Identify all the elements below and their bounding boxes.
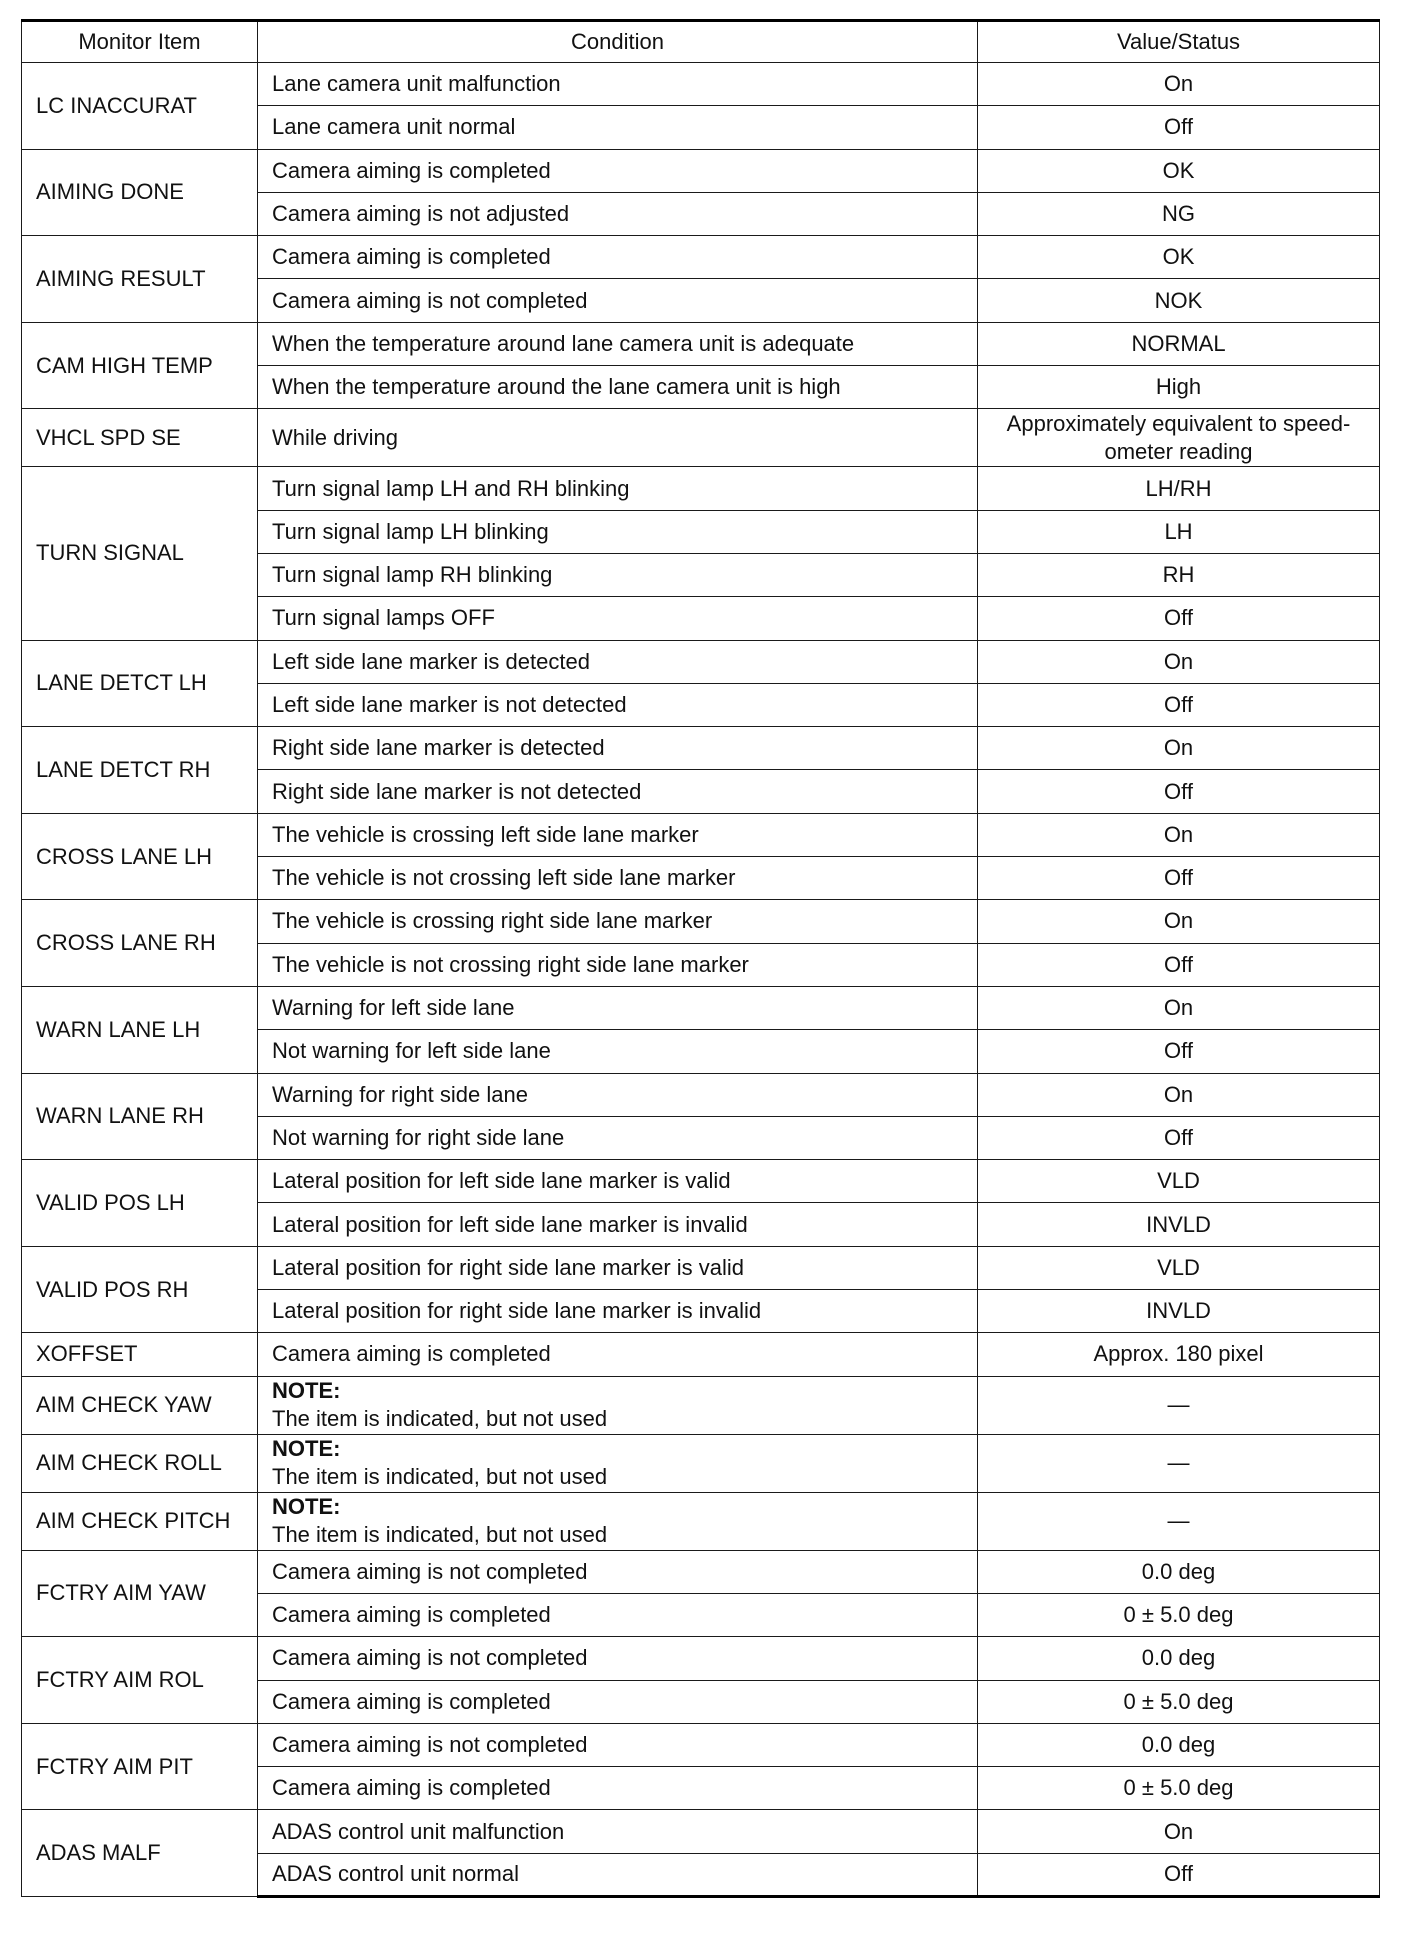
monitor-item-cell: LANE DETCT LH [22, 640, 258, 727]
condition-cell: Warning for right side lane [258, 1073, 978, 1116]
value-status-cell: LH/RH [978, 467, 1380, 510]
table-row [22, 149, 1380, 192]
value-status-cell: LH [978, 510, 1380, 553]
table-body [22, 63, 1380, 1897]
value-status-cell: RH [978, 553, 1380, 596]
header-monitor-item: Monitor Item [22, 21, 258, 63]
monitor-item-cell: WARN LANE RH [22, 1073, 258, 1160]
condition-cell: Camera aiming is completed [258, 149, 978, 192]
value-status-cell: 0.0 deg [978, 1723, 1380, 1766]
condition-cell: Turn signal lamp LH and RH blinking [258, 467, 978, 510]
value-status-cell: Off [978, 1853, 1380, 1896]
table-header [22, 21, 1380, 63]
value-status-cell: 0 ± 5.0 deg [978, 1767, 1380, 1810]
header-value-status: Value/Status [978, 21, 1380, 63]
condition-cell: The vehicle is crossing right side lane marker [258, 900, 978, 943]
condition-cell: The vehicle is not crossing right side lane marker [258, 943, 978, 986]
condition-cell: Camera aiming is completed [258, 1593, 978, 1636]
table-row [22, 1434, 1380, 1492]
condition-cell: Camera aiming is not completed [258, 1550, 978, 1593]
note-text: The item is indicated, but not used [272, 1464, 608, 1490]
note-label: NOTE: [272, 1378, 341, 1404]
condition-cell: Lane camera unit malfunction [258, 63, 978, 106]
value-status-cell: On [978, 1810, 1380, 1853]
value-status-cell: 0.0 deg [978, 1637, 1380, 1680]
condition-cell: Lane camera unit normal [258, 106, 978, 149]
value-status-cell: High [978, 366, 1380, 409]
monitor-item-cell: VALID POS LH [22, 1160, 258, 1247]
condition-cell: ADAS control unit malfunction [258, 1810, 978, 1853]
note-text: The item is indicated, but not used [272, 1406, 608, 1432]
monitor-item-cell: WARN LANE LH [22, 986, 258, 1073]
table-row [22, 986, 1380, 1029]
value-status-cell: OK [978, 149, 1380, 192]
value-status-cell: NORMAL [978, 322, 1380, 365]
value-status-cell: INVLD [978, 1290, 1380, 1333]
value-status-cell: On [978, 900, 1380, 943]
condition-cell: Lateral position for right side lane marker is valid [258, 1246, 978, 1289]
value-status-cell: — [978, 1492, 1380, 1550]
monitor-item-cell: FCTRY AIM PIT [22, 1723, 258, 1810]
header-condition: Condition [258, 21, 978, 63]
table-row [22, 1637, 1380, 1680]
condition-cell [258, 1434, 978, 1492]
condition-cell: Right side lane marker is detected [258, 727, 978, 770]
table-row [22, 63, 1380, 106]
condition-cell: Lateral position for left side lane marker is invalid [258, 1203, 978, 1246]
monitor-item-cell: VHCL SPD SE [22, 409, 258, 467]
value-status-cell: — [978, 1434, 1380, 1492]
monitor-item-cell: AIMING DONE [22, 149, 258, 236]
value-status-cell: Approximately equivalent to speed-ometer reading [978, 409, 1380, 467]
header-row [22, 21, 1380, 63]
monitor-item-cell: AIM CHECK ROLL [22, 1434, 258, 1492]
value-status-cell: OK [978, 236, 1380, 279]
monitor-item-cell: CROSS LANE LH [22, 813, 258, 900]
note-label: NOTE: [272, 1494, 341, 1520]
monitor-item-cell: AIM CHECK PITCH [22, 1492, 258, 1550]
value-status-cell: Off [978, 770, 1380, 813]
condition-cell: Camera aiming is completed [258, 236, 978, 279]
monitor-item-cell: VALID POS RH [22, 1246, 258, 1333]
value-status-cell: On [978, 63, 1380, 106]
condition-cell: Camera aiming is not completed [258, 1637, 978, 1680]
condition-cell: The vehicle is crossing left side lane marker [258, 813, 978, 856]
table-row [22, 322, 1380, 365]
value-status-cell: 0.0 deg [978, 1550, 1380, 1593]
condition-cell: While driving [258, 409, 978, 467]
value-status-cell: VLD [978, 1246, 1380, 1289]
table-row [22, 236, 1380, 279]
value-status-cell: On [978, 640, 1380, 683]
table-row [22, 409, 1380, 467]
value-status-cell: On [978, 727, 1380, 770]
table-row [22, 1810, 1380, 1853]
table-row [22, 640, 1380, 683]
monitor-item-cell: AIM CHECK YAW [22, 1376, 258, 1434]
table-row [22, 1492, 1380, 1550]
monitor-item-cell: LC INACCURAT [22, 63, 258, 150]
note-label: NOTE: [272, 1436, 341, 1462]
value-status-cell: Off [978, 943, 1380, 986]
value-status-cell: Off [978, 1116, 1380, 1159]
condition-cell: Not warning for right side lane [258, 1116, 978, 1159]
value-status-cell: 0 ± 5.0 deg [978, 1680, 1380, 1723]
condition-cell: Left side lane marker is detected [258, 640, 978, 683]
monitor-item-cell: CROSS LANE RH [22, 900, 258, 987]
monitor-table [21, 19, 1380, 1898]
value-status-cell: Off [978, 106, 1380, 149]
monitor-item-cell: AIMING RESULT [22, 236, 258, 323]
value-status-cell: Off [978, 1030, 1380, 1073]
table-row [22, 1333, 1380, 1376]
condition-cell: Camera aiming is completed [258, 1680, 978, 1723]
value-status-cell: Off [978, 597, 1380, 640]
table-row [22, 813, 1380, 856]
monitor-item-cell: FCTRY AIM ROL [22, 1637, 258, 1724]
value-status-cell: VLD [978, 1160, 1380, 1203]
value-status-cell: — [978, 1376, 1380, 1434]
condition-cell: Lateral position for left side lane marker is valid [258, 1160, 978, 1203]
condition-cell: Not warning for left side lane [258, 1030, 978, 1073]
monitor-item-cell: XOFFSET [22, 1333, 258, 1376]
condition-cell [258, 1492, 978, 1550]
value-status-cell: On [978, 986, 1380, 1029]
table-row [22, 1723, 1380, 1766]
condition-cell: When the temperature around lane camera unit is adequate [258, 322, 978, 365]
condition-cell: Turn signal lamps OFF [258, 597, 978, 640]
table-row [22, 1160, 1380, 1203]
condition-cell: ADAS control unit normal [258, 1853, 978, 1896]
table-row [22, 1550, 1380, 1593]
value-status-cell: Approx. 180 pixel [978, 1333, 1380, 1376]
condition-cell: Right side lane marker is not detected [258, 770, 978, 813]
condition-cell: Camera aiming is not adjusted [258, 192, 978, 235]
condition-cell: Left side lane marker is not detected [258, 683, 978, 726]
condition-cell: Warning for left side lane [258, 986, 978, 1029]
monitor-item-cell: FCTRY AIM YAW [22, 1550, 258, 1637]
value-status-cell: Off [978, 683, 1380, 726]
condition-cell: Camera aiming is completed [258, 1767, 978, 1810]
value-status-cell: INVLD [978, 1203, 1380, 1246]
monitor-item-cell: TURN SIGNAL [22, 467, 258, 640]
condition-cell: Lateral position for right side lane marker is invalid [258, 1290, 978, 1333]
monitor-item-cell: ADAS MALF [22, 1810, 258, 1897]
condition-cell: Turn signal lamp LH blinking [258, 510, 978, 553]
table-row [22, 900, 1380, 943]
note-text: The item is indicated, but not used [272, 1522, 608, 1548]
table-row [22, 467, 1380, 510]
value-status-cell: 0 ± 5.0 deg [978, 1593, 1380, 1636]
condition-cell: Turn signal lamp RH blinking [258, 553, 978, 596]
value-status-cell: Off [978, 857, 1380, 900]
table-row [22, 1073, 1380, 1116]
table-row [22, 1376, 1380, 1434]
condition-cell: When the temperature around the lane camera unit is high [258, 366, 978, 409]
monitor-item-cell: CAM HIGH TEMP [22, 322, 258, 409]
condition-cell: Camera aiming is not completed [258, 1723, 978, 1766]
monitor-item-cell: LANE DETCT RH [22, 727, 258, 814]
table-row [22, 727, 1380, 770]
table-row [22, 1246, 1380, 1289]
condition-cell: The vehicle is not crossing left side lane marker [258, 857, 978, 900]
value-status-cell: On [978, 1073, 1380, 1116]
value-status-cell: On [978, 813, 1380, 856]
value-status-cell: NG [978, 192, 1380, 235]
value-status-cell: NOK [978, 279, 1380, 322]
monitor-table-container [21, 19, 1379, 1898]
condition-cell [258, 1376, 978, 1434]
condition-cell: Camera aiming is not completed [258, 279, 978, 322]
condition-cell: Camera aiming is completed [258, 1333, 978, 1376]
